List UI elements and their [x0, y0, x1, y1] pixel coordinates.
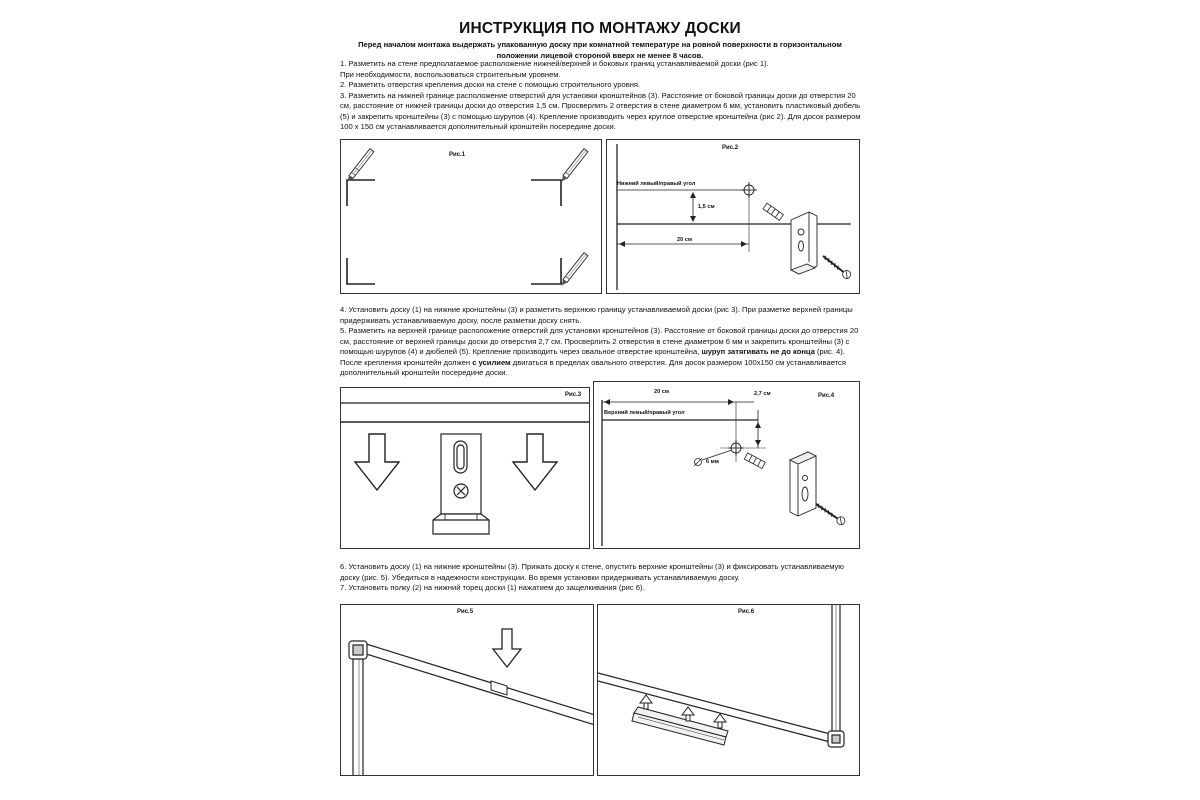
bracket-icon	[433, 434, 489, 534]
figure-6-drawing	[598, 605, 860, 776]
corner-mark-top-right	[531, 180, 561, 206]
steps-1-3	[340, 59, 862, 133]
figure-4-diameter-label: 6 мм	[706, 459, 719, 465]
arrow-down-icon	[493, 629, 521, 667]
step-5-text: 5. Разметить на верхней границе расположение отверстий для установки кронштейнов (3). Расстояние от боковой границы доски до отверстия 20 см, расстояние от верхней границы доски до отверстия 2,7 см. Просверлить 2 отверстия в стене диаметром 6 мм и закрепить кронштейны (3) с помощью шурупов (4) и дюбелей (5). Крепление производить через овальное отверстие кронштейна,	[340, 326, 859, 356]
figure-4-drawing	[594, 382, 860, 549]
step-5-note-text-end: двигаться в пределах овального отверстия. Для досок размером 100х150 см устанавливается дополнительный кронштейн посередине доски.	[340, 357, 846, 377]
figure-2-horizontal-dimension: 20 см	[677, 237, 693, 243]
diameter-icon	[694, 450, 732, 466]
step-5-text-end: (рис. 4).	[814, 347, 845, 356]
figure-1	[340, 139, 602, 294]
corner-mark-bottom-right	[531, 258, 561, 284]
step-5-note-text: После крепления кронштейн должен	[340, 357, 473, 367]
arrow-down-icon	[355, 434, 399, 490]
pencil-icon	[559, 253, 588, 288]
page-title: ИНСТРУКЦИЯ ПО МОНТАЖУ ДОСКИ	[459, 20, 741, 37]
intro-note: Перед началом монтажа выдержать упакованную доску при комнатной температуре на ровной поверхности в горизонтальном положении лицевой стороной вверх не менее 8 часов.	[358, 40, 842, 60]
step-3: 3. Разметить на нижней границе расположение отверстий для установки кронштейнов (3). Расстояние от боковой границы доски до отверстия 20 см, расстояние от нижней границы доски до отверстия 1,5 см. Просверлить 2 отверстия в стене диаметром 6 мм, установить пластиковый дюбель (5) и закрепить кронштейны (3) с помощью шурупов (4). Крепление производить через круглое отверстие кронштейна (рис 2). Для досок размером 100 х 150 см устанавливается дополнительный кронштейн посередине доски.	[340, 90, 861, 131]
steps-4-5	[340, 305, 862, 379]
steps-6-7	[340, 562, 862, 594]
step-7: 7. Установить полку (2) на нижний торец доски (1) нажатием до защелкивания (рис 6).	[340, 583, 645, 592]
figure-6-label: Рис.6	[738, 609, 755, 615]
drill-target-icon	[741, 182, 757, 198]
step-5-emphasis: шуруп затягивать не до конца	[701, 347, 815, 356]
figure-4-vertical-dimension: 2,7 см	[754, 391, 771, 397]
arrow-up-icon	[640, 695, 652, 709]
figure-4-corner-label: Верхний левый/правый угол	[604, 410, 685, 416]
step-5-note	[340, 358, 862, 379]
board-corner-icon	[828, 731, 844, 747]
drill-target-icon	[728, 440, 744, 456]
step-1-note: При необходимости, воспользоваться строительным уровнем.	[340, 69, 561, 79]
board-corner-icon	[349, 641, 367, 659]
arrow-down-icon	[513, 434, 557, 490]
dowel-icon	[744, 453, 765, 469]
figure-2-vertical-dimension: 1,5 см	[698, 204, 715, 210]
bracket-icon	[791, 212, 817, 274]
step-2: 2. Разметить отверстия крепления доски на стене с помощью строительного уровня.	[340, 80, 641, 89]
figure-3-drawing	[341, 388, 590, 549]
figure-2-corner-label: Нижний левый/правый угол	[617, 181, 696, 187]
bracket-icon	[790, 452, 816, 516]
figure-5-drawing	[341, 605, 594, 776]
figure-3-label: Рис.3	[565, 392, 582, 398]
step-1: 1. Разметить на стене предполагаемое расположение нижней/верхней и боковых границ устанавливаемой доски (рис 1).	[340, 59, 769, 68]
figure-1-label: Рис.1	[449, 152, 466, 158]
figure-4-label: Рис.4	[818, 393, 835, 399]
figure-6	[597, 604, 860, 776]
figure-2-drawing	[607, 140, 860, 294]
step-6: 6. Установить доску (1) на нижние кронштейны (3). Прижать доску к стене, опустить верхние кронштейны (3) и фиксировать устанавливаемую доску (рис. 5). Убедиться в надежности конструкции. Во время установки придерживать устанавливаемую доску.	[340, 562, 844, 582]
screw-icon	[821, 253, 853, 280]
step-5	[340, 326, 862, 358]
figure-2	[606, 139, 860, 294]
screw-icon	[814, 501, 847, 527]
step-4: 4. Установить доску (1) на нижние кронштейны (3) и разметить верхнюю границу устанавливаемой доски (рис 3). При разметке верхней границы придерживать устанавливаемую доску, после разметки доску снять.	[340, 305, 853, 325]
shelf-icon	[632, 707, 728, 745]
figure-5	[340, 604, 594, 776]
pencil-icon	[559, 149, 588, 184]
pencil-icon	[345, 149, 374, 184]
step-5-note-emphasis: с усилием	[472, 357, 511, 367]
figure-2-label: Рис.2	[722, 145, 739, 151]
figure-1-drawing	[341, 140, 602, 294]
arrow-up-icon	[714, 714, 726, 728]
corner-mark-bottom-left	[347, 258, 375, 284]
dowel-icon	[763, 203, 783, 220]
figure-4-horizontal-dimension: 20 см	[654, 389, 670, 395]
figure-5-label: Рис.5	[457, 609, 474, 615]
corner-mark-top-left	[347, 180, 375, 206]
figure-3	[340, 387, 590, 549]
figure-4	[593, 381, 860, 549]
